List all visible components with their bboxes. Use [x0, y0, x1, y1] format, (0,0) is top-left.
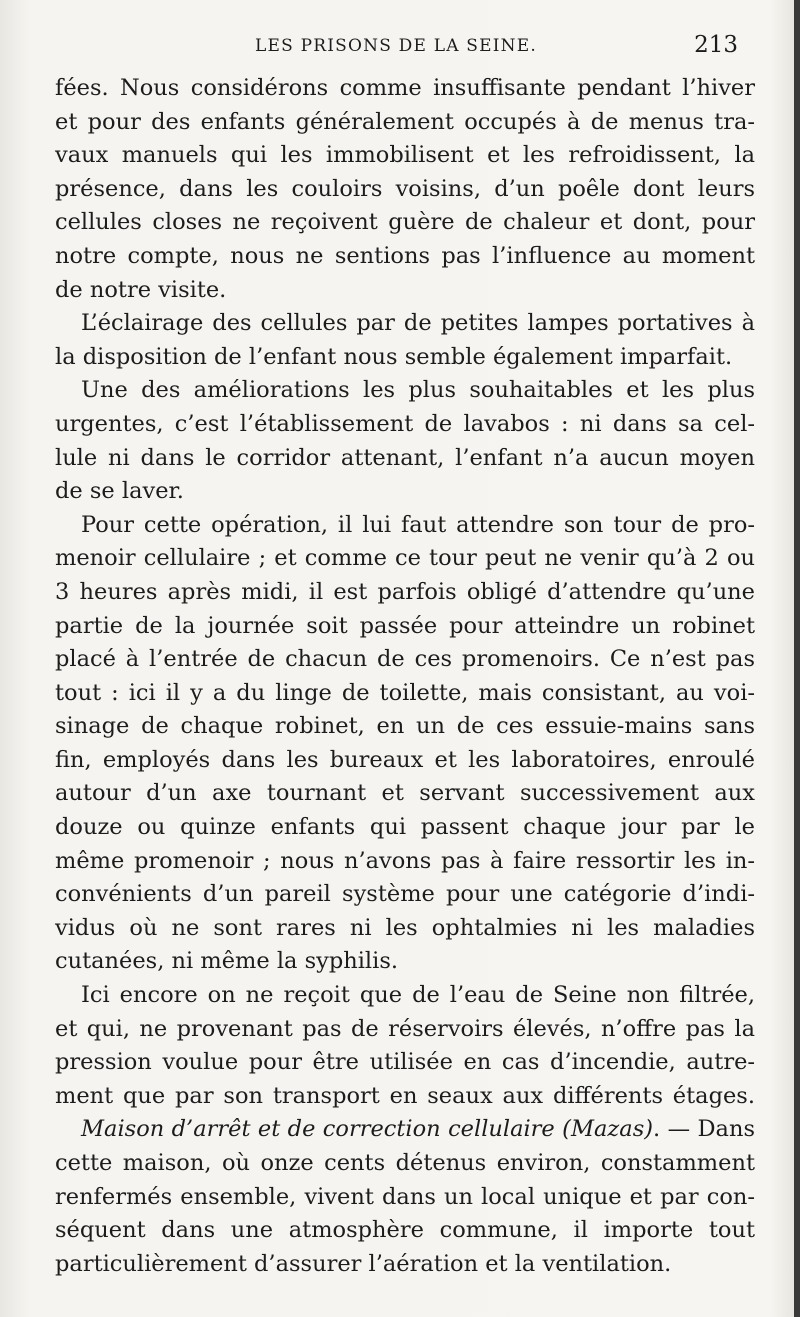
text-line: menoir cellulaire ; et comme ce tour peut ne venir qu’à 2 ou [55, 545, 755, 572]
text-line: séquent dans une atmosphère commune, il importe tout [55, 1217, 755, 1244]
text-line: notre compte, nous ne sentions pas l’influence au moment [55, 242, 755, 269]
text-line: cette maison, où onze cents détenus environ, constamment [55, 1150, 755, 1176]
text-line: L’éclairage des cellules par de petites lampes portatives à [81, 310, 755, 337]
section-heading-line: Maison d’arrêt et de correction cellulaire (Mazas). — Dans [81, 1116, 756, 1143]
text-line: urgentes, c’est l’établissement de lavabos : ni dans sa cel- [55, 410, 755, 437]
text-line: et qui, ne provenant pas de réservoirs élevés, n’offre pas la [55, 1015, 755, 1042]
text-line: pression voulue pour être utilisée en cas d’incendie, autre- [55, 1049, 755, 1076]
text-line: particulièrement d’assurer l’aération et la ventilation. [55, 1250, 672, 1277]
text-line: 3 heures après midi, il est parfois obligé d’attendre qu’une [55, 578, 755, 605]
text-line: cellules closes ne reçoivent guère de chaleur et dont, pour [55, 209, 755, 236]
text-line: douze ou quinze enfants qui passent chaque jour par le [55, 814, 755, 841]
text-line: la disposition de l’enfant nous semble également imparfait. [55, 343, 733, 370]
text-line: partie de la journée soit passée pour atteindre un robinet [55, 612, 755, 639]
text-line: même promenoir ; nous n’avons pas à faire ressortir les in- [55, 847, 755, 874]
text-line: présence, dans les couloirs voisins, d’un poêle dont leurs [55, 175, 755, 202]
page-edge-shadow [794, 0, 800, 1317]
text-line: ment que par son transport en seaux aux différents étages. [55, 1082, 755, 1109]
text-line: vaux manuels qui les immobilisent et les refroidissent, la [55, 142, 755, 169]
page-header [52, 30, 740, 66]
text-line: fées. Nous considérons comme insuffisante pendant l’hiver [55, 75, 755, 101]
text-line: convénients d’un pareil système pour une catégorie d’indi- [55, 881, 755, 908]
section-heading-tail: . — Dans [653, 1116, 756, 1143]
text-line: et pour des enfants généralement occupés à de menus tra- [55, 108, 755, 135]
text-line: Ici encore on ne reçoit que de l’eau de Seine non filtrée, [81, 982, 755, 1009]
text-line: de notre visite. [55, 276, 227, 303]
page-number: 213 [694, 32, 738, 58]
text-line: lule ni dans le corridor attenant, l’enfant n’a aucun moyen [55, 444, 755, 471]
text-line: autour d’un axe tournant et servant successivement aux [55, 780, 755, 807]
text-line: de se laver. [55, 478, 184, 505]
text-line: sinage de chaque robinet, en un de ces essuie-mains sans [55, 713, 755, 740]
text-line: tout : ici il y a du linge de toilette, mais consistant, au voi- [55, 679, 755, 706]
text-line: cutanées, ni même la syphilis. [55, 948, 399, 975]
text-line: fin, employés dans les bureaux et les laboratoires, enroulé [55, 746, 755, 773]
section-title: Maison d’arrêt et de correction cellulaire [81, 1116, 555, 1143]
text-line: Pour cette opération, il lui faut attendre son tour de pro- [81, 511, 755, 538]
text-line: renfermés ensemble, vivent dans un local unique et par con- [55, 1183, 755, 1210]
text-line: placé à l’entrée de chacun de ces promenoirs. Ce n’est pas [55, 646, 755, 673]
text-line: vidus où ne sont rares ni les ophtalmies ni les maladies [55, 914, 755, 941]
section-subtitle: Mazas [570, 1116, 645, 1143]
text-line: Une des améliorations les plus souhaitables et les plus [81, 377, 755, 404]
running-head: LES PRISONS DE LA SEINE. [255, 36, 537, 56]
body-text [55, 72, 755, 1281]
